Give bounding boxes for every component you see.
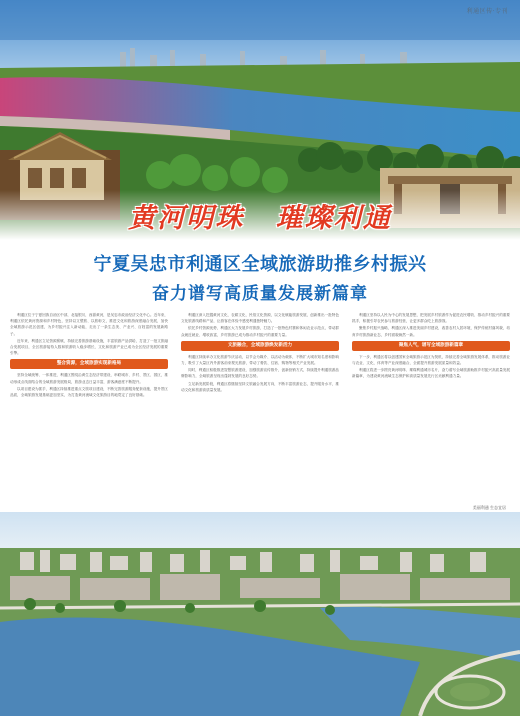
paragraph: 利通区位于宁夏回族自治区中部，北接银川，西靠黄河，是吴忠市政治经济文化中心。近年来，利通区依托黄河资源和乡村特色，坚持以文塑旅、以旅彰文，推进文化和旅游深度融合发展，加快全域旅游示范区创建，为乡村振兴注入新动能，走出了一条生态美、产业兴、百姓富的发展新路子。	[10, 313, 168, 336]
paragraph: 立足新发展阶段，利通区将继续坚持文旅融合发展方向，不断丰富旅游业态，提升服务水平，推动文化和旅游高质量发展。	[181, 381, 339, 392]
article-column-1	[10, 312, 168, 504]
section-tag: 利通区传·专刊	[466, 8, 508, 15]
aerial-city-image	[0, 512, 520, 716]
slogan-right: 璀璨利通	[275, 203, 392, 234]
paragraph: 以项目建设为抓手，利通区持续推进重点文旅项目建设，不断完善旅游服务配套设施，提升景区品质，全域旅游发展基础更加坚实，为打造黄河流域文化旅游目的地奠定了良好基础。	[10, 386, 168, 398]
section-subheading: 聚焦人气，谱写全域旅游新篇章	[352, 341, 510, 351]
paragraph: 同时，利通区积极推进智慧旅游建设，加强旅游宣传推介，创新营销方式，持续提升利通旅游品牌影响力，全域旅游呈现出蓬勃发展的良好态势。	[181, 368, 339, 379]
paragraph: 下一步，利通区将以创建国家全域旅游示范区为契机，持续完善全域旅游发展体系，推动旅游业与农业、文化、体育等产业深度融合，全面提升旅游发展质量和效益。	[352, 354, 510, 366]
section-subheading: 整合资源，全域旅游实现新格局	[10, 359, 168, 369]
hero-slogan	[0, 196, 520, 235]
slogan-left: 黄河明珠	[128, 203, 245, 234]
paragraph: 利通区坚持以人民为中心的发展思想，把发展乡村旅游作为促进农民增收、推动乡村振兴的重要抓手，积极引导农民参与旅游经营，让更多群众吃上旅游饭。	[352, 313, 510, 324]
paragraph: 依托乡村资源优势，利通区大力发展乡村旅游，打造了一批特色村寨和休闲农业示范点，带动群众就近就业、增收致富，乡村旅游已成为推动乡村振兴的重要力量。	[181, 326, 339, 337]
article-body	[10, 312, 510, 504]
photo-caption: 美丽利通 生态宜居	[472, 505, 506, 510]
paragraph: 利通区持续举办文化旅游节庆活动，以节会为媒介、以活动为载体，不断扩大城市知名度和影响力，吸引了大量区内外游客前来观光旅游，带动了餐饮、住宿、购物等相关产业发展。	[181, 354, 339, 366]
paragraph: 近年来，利通区立足资源禀赋，持续完善旅游基础设施，丰富旅游产品供给，打造了一批文旅融合发展项目，全区旅游接待人数和旅游收入稳步增长，文化和旅游产业已成为全区经济发展的重要引擎。	[10, 338, 168, 356]
paragraph: 坚持全域统筹、一体推进，利通区围绕沿黄生态经济带建设，串联城市、乡村、景区、园区，推动形成点线面结合的全域旅游发展格局，旅游业态日益丰富，游客满意度不断提升。	[10, 373, 168, 384]
headline-line-1: 宁夏吴忠市利通区全域旅游助推乡村振兴	[93, 254, 427, 275]
section-subheading: 文旅融合，全域旅游焕发新活力	[181, 341, 339, 351]
paragraph: 利通区深入挖掘黄河文化、农耕文化、民俗文化资源，以文化赋能旅游发展，创新推出一批特色文化旅游线路和产品，让游客在体验中感受利通独特魅力。	[181, 313, 339, 324]
article-column-3	[352, 312, 510, 504]
article-column-2	[181, 312, 339, 504]
paragraph: 利通区将进一步擦亮黄河明珠、璀璨利通城市名片，奋力谱写全域旅游助推乡村振兴高质量发展新篇章，为建设黄河流域生态保护和高质量发展先行区贡献利通力量。	[352, 368, 510, 379]
aerial-city-photo	[0, 512, 520, 716]
headline-line-2: 奋力谱写高质量发展新篇章	[152, 284, 368, 304]
paragraph: 聚焦乡村振兴战略，利通区深入推进美丽乡村建设，改善农村人居环境，保护传统村落风貌，培育乡村旅游新业态，乡村面貌焕然一新。	[352, 326, 510, 337]
